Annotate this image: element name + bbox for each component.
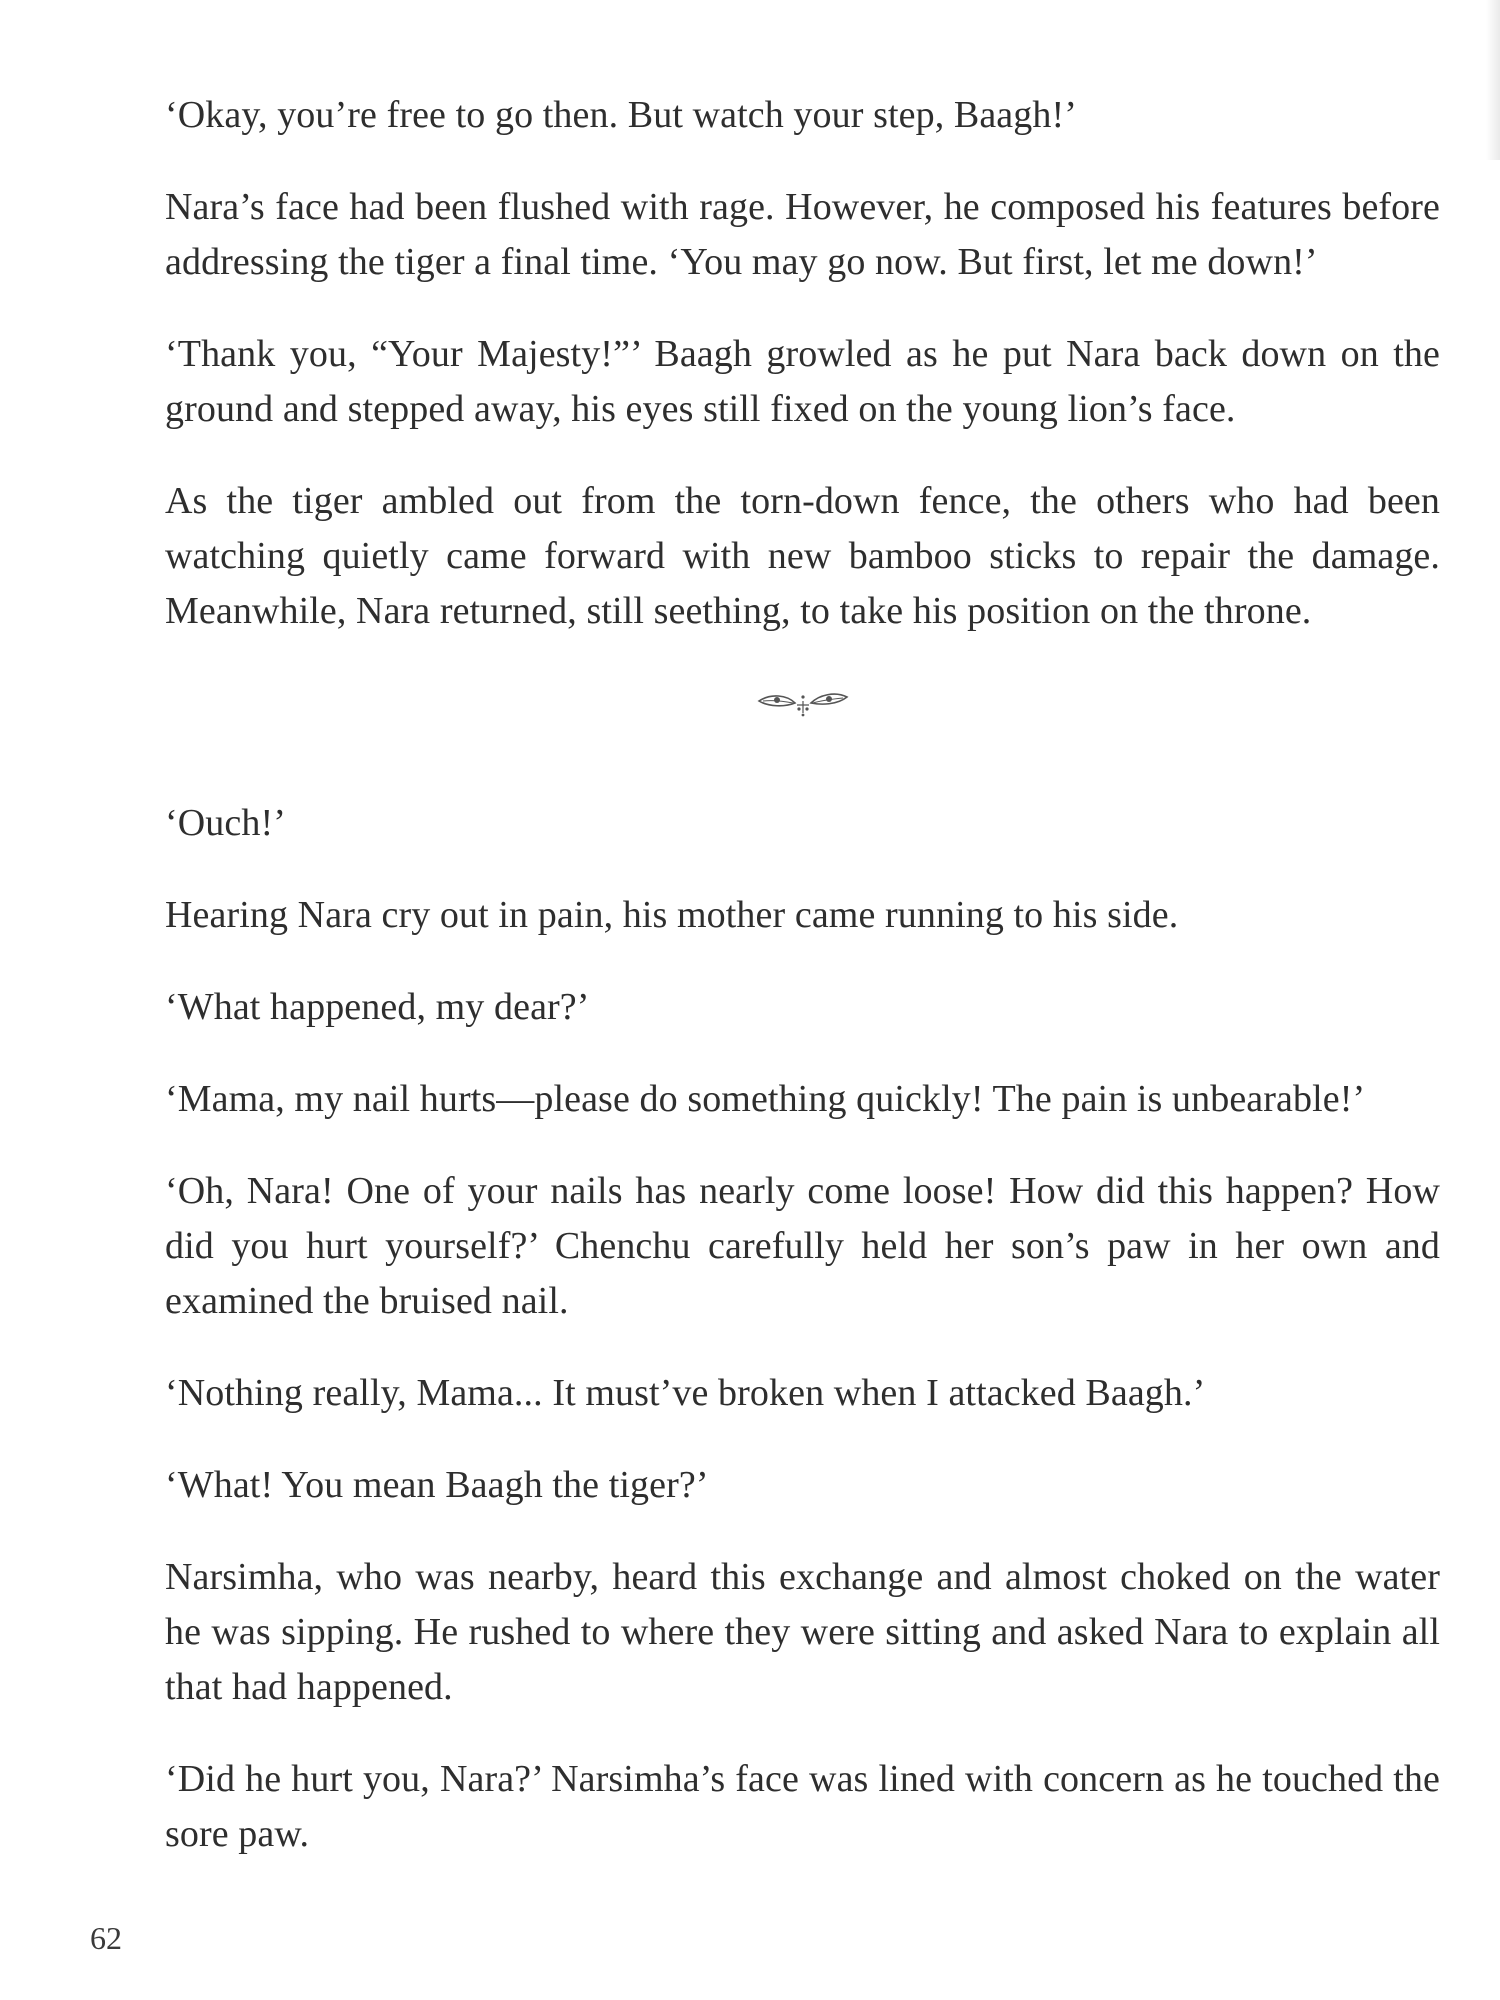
paragraph: ‘What happened, my dear?’	[165, 986, 590, 1028]
floral-divider-icon	[755, 687, 851, 721]
paragraph: ‘Ouch!’	[165, 802, 286, 844]
paragraph: As the tiger ambled out from the torn-down fence, the others who had been watching quietly came forward with new bamboo sticks to repair the damage. Meanwhile, Nara returned, still seething, to take his position on the throne.	[165, 480, 1440, 632]
paragraph: ‘Mama, my nail hurts—please do something quickly! The pain is unbearable!’	[165, 1078, 1366, 1120]
paragraph: ‘What! You mean Baagh the tiger?’	[165, 1464, 709, 1506]
body-text	[165, 88, 1440, 1899]
paragraph: Narsimha, who was nearby, heard this exchange and almost choked on the water he was sipping. He rushed to where they were sitting and asked Nara to explain all that had happened.	[165, 1556, 1440, 1708]
page-number: 62	[90, 1920, 122, 1956]
paragraph: ‘Nothing really, Mama... It must’ve broken when I attacked Baagh.’	[165, 1372, 1206, 1414]
paragraph: ‘Did he hurt you, Nara?’ Narsimha’s face was lined with concern as he touched the sore paw.	[165, 1758, 1440, 1855]
paragraph: Hearing Nara cry out in pain, his mother came running to his side.	[165, 894, 1179, 936]
paragraph: ‘Okay, you’re free to go then. But watch your step, Baagh!’	[165, 94, 1077, 136]
paragraph: ‘Thank you, “Your Majesty!”’ Baagh growled as he put Nara back down on the ground and stepped away, his eyes still fixed on the young lion’s face.	[165, 333, 1440, 430]
paragraph: ‘Oh, Nara! One of your nails has nearly come loose! How did this happen? How did you hurt yourself?’ Chenchu carefully held her son’s paw in her own and examined the bruised nail.	[165, 1170, 1440, 1322]
section-divider	[165, 676, 1440, 731]
page-edge-shadow	[1486, 0, 1500, 160]
paragraph: Nara’s face had been flushed with rage. However, he composed his features before addressing the tiger a final time. ‘You may go now. But first, let me down!’	[165, 186, 1440, 283]
